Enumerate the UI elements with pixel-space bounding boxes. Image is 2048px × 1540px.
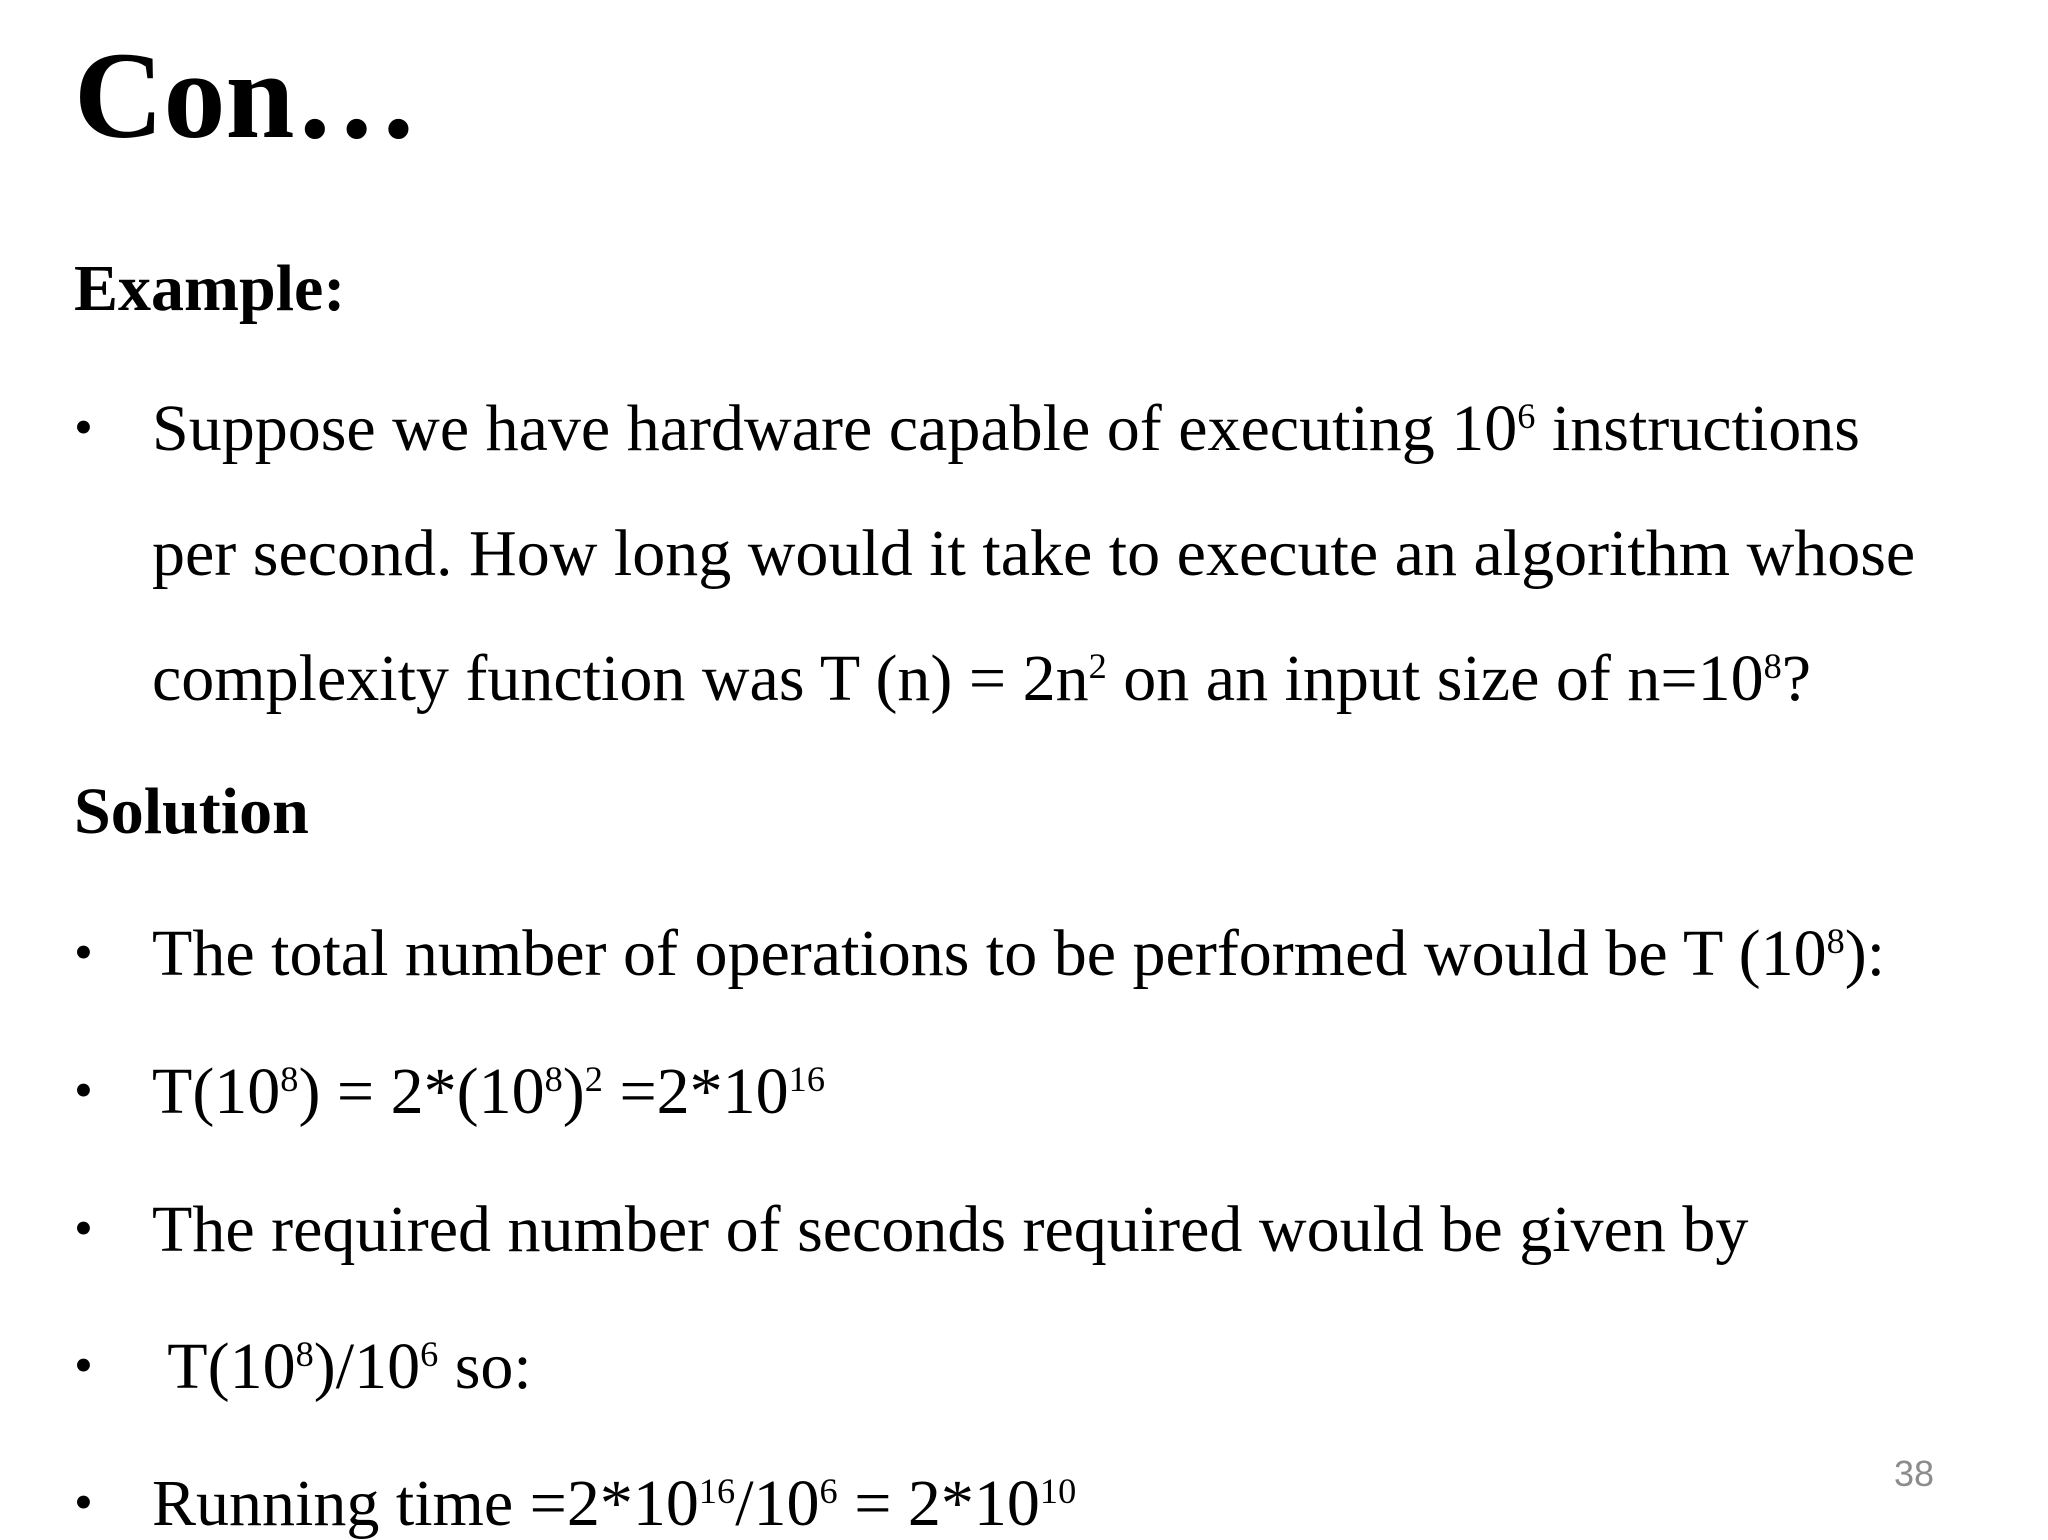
superscript: 8 (295, 1333, 314, 1374)
solution-line-5 (152, 1467, 1077, 1540)
superscript: 16 (698, 1470, 736, 1511)
superscript: 6 (1517, 395, 1536, 436)
example-line-1 (152, 392, 1860, 465)
text-segment: ) = 2*(10 (298, 1055, 545, 1128)
text-segment: =2*10 (602, 1055, 789, 1128)
text-segment: so: (438, 1330, 532, 1403)
superscript: 2 (584, 1058, 603, 1099)
text-segment: Suppose we have hardware capable of executing 10 (152, 392, 1518, 465)
solution-heading: Solution (74, 775, 309, 848)
text-segment: ? (1781, 642, 1812, 715)
bullet-marker: • (74, 1060, 93, 1120)
text-segment: = 2*10 (837, 1467, 1040, 1540)
bullet-marker: • (74, 397, 93, 457)
text-segment: ): (1844, 917, 1886, 990)
example-heading: Example: (74, 252, 346, 325)
text-segment: on an input size of n=10 (1106, 642, 1764, 715)
text-segment: /10 (735, 1467, 820, 1540)
example-line-2: per second. How long would it take to execute an algorithm whose (152, 517, 1916, 590)
solution-line-3: The required number of seconds required would be given by (152, 1193, 1749, 1266)
superscript: 6 (819, 1470, 838, 1511)
solution-line-2 (152, 1055, 825, 1128)
bullet-marker: • (74, 922, 93, 982)
page-number: 38 (1894, 1453, 1935, 1494)
text-segment: Running time =2*10 (152, 1467, 699, 1540)
superscript: 16 (788, 1058, 825, 1099)
example-line-3 (152, 642, 1812, 715)
text-segment: The total number of operations to be performed would be T (10 (152, 917, 1827, 990)
superscript: 6 (420, 1333, 439, 1374)
text-segment: instructions (1535, 392, 1860, 465)
superscript: 8 (544, 1058, 563, 1099)
superscript: 2 (1088, 645, 1107, 686)
superscript: 10 (1039, 1470, 1077, 1511)
text-segment: T(10 (152, 1055, 281, 1128)
solution-line-1 (152, 917, 1886, 990)
bullet-marker: • (74, 1198, 93, 1258)
text-segment: ) (562, 1055, 585, 1128)
superscript: 8 (1763, 645, 1782, 686)
text-segment: )/10 (313, 1330, 421, 1403)
bullet-marker: • (74, 1335, 93, 1395)
text-segment: T(10 (152, 1330, 296, 1403)
text-segment: complexity function was T (n) = 2n (152, 642, 1089, 715)
superscript: 8 (280, 1058, 299, 1099)
superscript: 8 (1826, 920, 1845, 961)
solution-line-4 (152, 1330, 532, 1403)
bullet-marker: • (74, 1472, 93, 1532)
slide-title: Con… (74, 27, 419, 164)
